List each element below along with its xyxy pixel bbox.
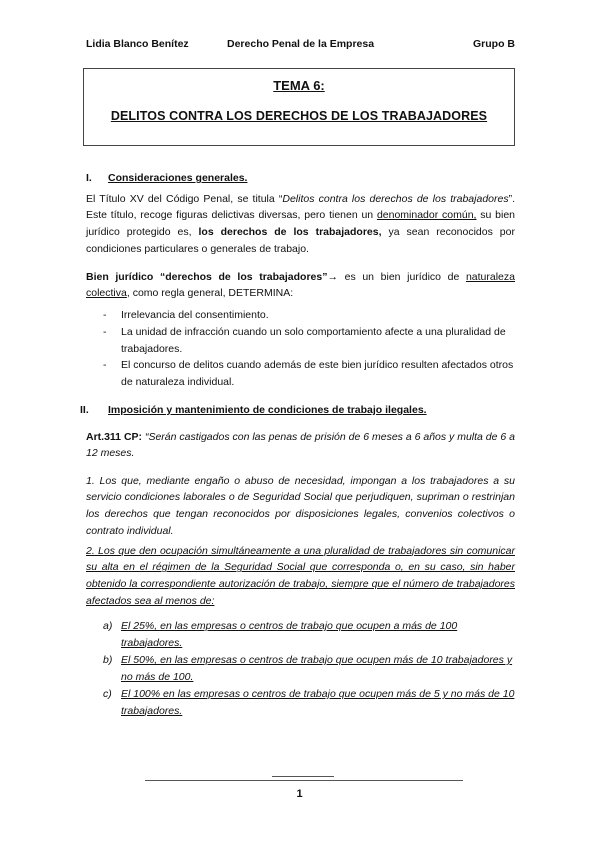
- article-intro: [86, 429, 515, 463]
- arrow-icon: →: [327, 270, 338, 283]
- footer-short-rule: [272, 776, 334, 777]
- section-number: I.: [86, 172, 92, 184]
- article-point-1: 1. Los que, mediante engaño o abuso de necesidad, impongan a los trabajadores a su servicio condiciones laborales o de Seguridad Social que perjudiquen, supriman o restrinjan los derechos que tengan reconocidos por disposiciones legales, convenios colectivos o contrato individual.: [86, 474, 515, 537]
- text-run: su bien jurídico protegido es,: [86, 209, 515, 239]
- list-item-text: La unidad de infracción cuando un solo comportamiento afecte a una pluralidad de trabajadores.: [121, 325, 506, 355]
- section-title: Consideraciones generales.: [108, 172, 248, 184]
- threshold-list: [103, 618, 515, 720]
- list-item-text: El 50%, en las empresas o centros de trabajo que ocupen más de 10 trabajadores y no más de 100.: [121, 654, 513, 683]
- underlined-phrase: naturaleza colectiva: [86, 270, 515, 300]
- determina-list: [103, 307, 515, 391]
- list-item: [103, 686, 515, 719]
- section-number: II.: [80, 404, 89, 416]
- list-item-text: El 100% en las empresas o centros de trabajo que ocupen más de 5 y no más de 10 trabajadores.: [121, 688, 515, 717]
- bold-phrase: los derechos de los trabajadores,: [198, 226, 382, 239]
- intro-paragraph: [86, 191, 515, 258]
- list-marker: a): [103, 620, 113, 632]
- article-text: “Serán castigados con las penas de prisión de 6 meses a 6 años y multa de 6 a 12 meses.: [86, 430, 516, 460]
- title-quote: Delitos contra los derechos de los trabajadores: [282, 192, 509, 205]
- header-course: Derecho Penal de la Empresa: [227, 38, 375, 50]
- bold-phrase: Bien jurídico “derechos de los trabajadores”: [86, 270, 328, 283]
- header-author: Lidia Blanco Benítez: [86, 38, 189, 50]
- text-run: es un bien jurídico de: [337, 270, 466, 283]
- list-item: - Irrelevancia del consentimiento.: [103, 309, 269, 321]
- section-title: Imposición y mantenimiento de condiciones de trabajo ilegales.: [108, 404, 427, 416]
- article-label: Art.311 CP:: [86, 430, 143, 443]
- list-item-text: El concurso de delitos cuando además de este bien jurídico resulten afectados otros de naturaleza individual.: [121, 359, 514, 389]
- header-group: Grupo B: [473, 38, 515, 50]
- underlined-phrase: denominador común,: [376, 209, 477, 222]
- legal-good-paragraph: [86, 269, 515, 303]
- list-marker: b): [103, 654, 113, 666]
- list-item-text: El 25%, en las empresas o centros de trabajo que ocupen a más de 100 trabajadores.: [121, 620, 458, 649]
- topic-title: TEMA 6:: [273, 78, 325, 93]
- article-point-2: 2. Los que den ocupación simultáneamente a una pluralidad de trabajadores sin comunicar su alta en el régimen de la Seguridad Social que corresponda o, en su caso, sin haber obtenido la correspondiente autorización de trabajo, siempre que el número de trabajadores afectados sea al menos de:: [86, 544, 515, 607]
- list-item-text: Irrelevancia del consentimiento.: [121, 309, 269, 321]
- list-item: - La unidad de infracción cuando un solo comportamiento afecte a una pluralidad de trabajadores.: [103, 325, 506, 355]
- text-run: , como regla general, DETERMINA:: [126, 287, 294, 300]
- list-item: - El concurso de delitos cuando además de este bien jurídico resulten afectados otros de naturaleza individual.: [103, 359, 514, 389]
- list-item: [103, 652, 515, 685]
- text-run: El Título XV del Código Penal, se titula “: [86, 192, 283, 205]
- list-item: [103, 618, 515, 651]
- topic-subject: DELITOS CONTRA LOS DERECHOS DE LOS TRABAJADORES: [110, 109, 488, 123]
- page-number: 1: [296, 788, 303, 800]
- list-marker: c): [103, 688, 112, 700]
- text-run: ”. Este título, recoge figuras delictivas diversas, pero tienen un: [86, 192, 516, 222]
- title-box: [83, 68, 515, 146]
- text-run: ya sean reconocidos por condiciones particulares o generales de trabajo.: [86, 226, 515, 255]
- footer-rule: [145, 780, 463, 781]
